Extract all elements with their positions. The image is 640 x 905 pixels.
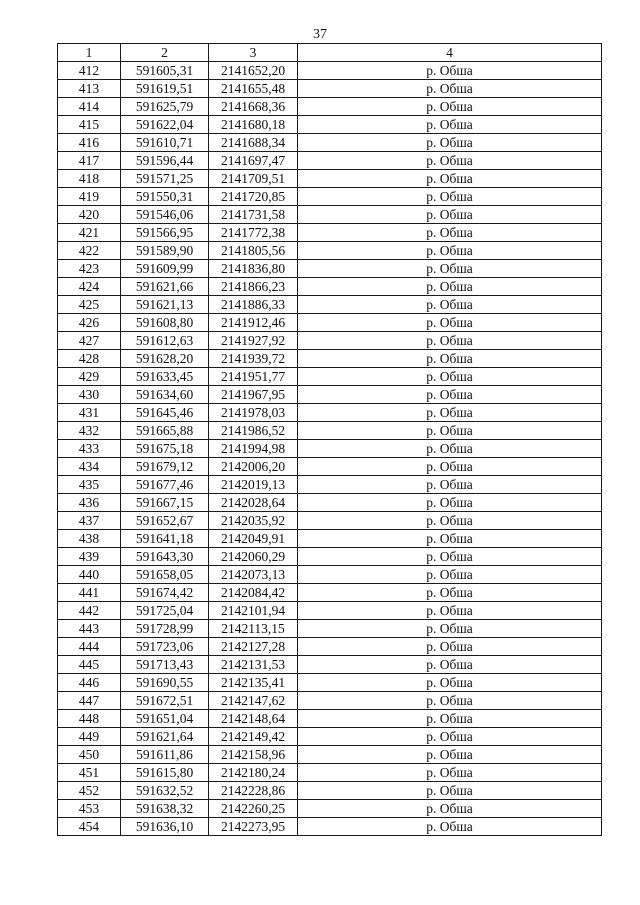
- x-coordinate-cell: 591638,32: [121, 800, 209, 818]
- table-row: [58, 764, 602, 782]
- description-cell: р. Обша: [298, 296, 602, 314]
- y-coordinate-cell: 2142273,95: [209, 818, 298, 836]
- table-row: [58, 530, 602, 548]
- point-number-cell: 421: [58, 224, 121, 242]
- y-coordinate-cell: 2142147,62: [209, 692, 298, 710]
- description-cell: р. Обша: [298, 332, 602, 350]
- table-row: [58, 458, 602, 476]
- table-row: [58, 422, 602, 440]
- point-number-cell: 431: [58, 404, 121, 422]
- x-coordinate-cell: 591667,15: [121, 494, 209, 512]
- description-cell: р. Обша: [298, 62, 602, 80]
- y-coordinate-cell: 2142113,15: [209, 620, 298, 638]
- description-cell: р. Обша: [298, 368, 602, 386]
- description-cell: р. Обша: [298, 692, 602, 710]
- point-number-cell: 430: [58, 386, 121, 404]
- description-cell: р. Обша: [298, 134, 602, 152]
- table-row: [58, 584, 602, 602]
- y-coordinate-cell: 2141652,20: [209, 62, 298, 80]
- x-coordinate-cell: 591611,86: [121, 746, 209, 764]
- table-row: [58, 800, 602, 818]
- y-coordinate-cell: 2141680,18: [209, 116, 298, 134]
- y-coordinate-cell: 2141709,51: [209, 170, 298, 188]
- table-header-row: [58, 44, 602, 62]
- point-number-cell: 417: [58, 152, 121, 170]
- description-cell: р. Обша: [298, 116, 602, 134]
- table-row: [58, 710, 602, 728]
- table-row: [58, 62, 602, 80]
- x-coordinate-cell: 591679,12: [121, 458, 209, 476]
- x-coordinate-cell: 591723,06: [121, 638, 209, 656]
- description-cell: р. Обша: [298, 260, 602, 278]
- x-coordinate-cell: 591641,18: [121, 530, 209, 548]
- point-number-cell: 423: [58, 260, 121, 278]
- x-coordinate-cell: 591621,64: [121, 728, 209, 746]
- y-coordinate-cell: 2141655,48: [209, 80, 298, 98]
- y-coordinate-cell: 2141688,34: [209, 134, 298, 152]
- table-row: [58, 620, 602, 638]
- description-cell: р. Обша: [298, 188, 602, 206]
- x-coordinate-cell: 591571,25: [121, 170, 209, 188]
- description-cell: р. Обша: [298, 728, 602, 746]
- x-coordinate-cell: 591550,31: [121, 188, 209, 206]
- point-number-cell: 440: [58, 566, 121, 584]
- table-row: [58, 548, 602, 566]
- table-row: [58, 692, 602, 710]
- x-coordinate-cell: 591636,10: [121, 818, 209, 836]
- x-coordinate-cell: 591546,06: [121, 206, 209, 224]
- point-number-cell: 449: [58, 728, 121, 746]
- y-coordinate-cell: 2141951,77: [209, 368, 298, 386]
- description-cell: р. Обша: [298, 152, 602, 170]
- x-coordinate-cell: 591628,20: [121, 350, 209, 368]
- description-cell: р. Обша: [298, 422, 602, 440]
- y-coordinate-cell: 2142006,20: [209, 458, 298, 476]
- point-number-cell: 438: [58, 530, 121, 548]
- point-number-cell: 435: [58, 476, 121, 494]
- y-coordinate-cell: 2141927,92: [209, 332, 298, 350]
- x-coordinate-cell: 591566,95: [121, 224, 209, 242]
- x-coordinate-cell: 591622,04: [121, 116, 209, 134]
- y-coordinate-cell: 2142101,94: [209, 602, 298, 620]
- point-number-cell: 420: [58, 206, 121, 224]
- table-row: [58, 134, 602, 152]
- x-coordinate-cell: 591645,46: [121, 404, 209, 422]
- point-number-cell: 412: [58, 62, 121, 80]
- point-number-cell: 445: [58, 656, 121, 674]
- point-number-cell: 441: [58, 584, 121, 602]
- column-header-1: 1: [58, 44, 121, 62]
- table-row: [58, 350, 602, 368]
- table-row: [58, 188, 602, 206]
- y-coordinate-cell: 2141866,23: [209, 278, 298, 296]
- y-coordinate-cell: 2142035,92: [209, 512, 298, 530]
- description-cell: р. Обша: [298, 656, 602, 674]
- point-number-cell: 450: [58, 746, 121, 764]
- point-number-cell: 439: [58, 548, 121, 566]
- x-coordinate-cell: 591672,51: [121, 692, 209, 710]
- table-row: [58, 170, 602, 188]
- x-coordinate-cell: 591677,46: [121, 476, 209, 494]
- y-coordinate-cell: 2142060,29: [209, 548, 298, 566]
- x-coordinate-cell: 591621,66: [121, 278, 209, 296]
- description-cell: р. Обша: [298, 80, 602, 98]
- x-coordinate-cell: 591728,99: [121, 620, 209, 638]
- y-coordinate-cell: 2142073,13: [209, 566, 298, 584]
- y-coordinate-cell: 2142131,53: [209, 656, 298, 674]
- x-coordinate-cell: 591652,67: [121, 512, 209, 530]
- y-coordinate-cell: 2141978,03: [209, 404, 298, 422]
- description-cell: р. Обша: [298, 674, 602, 692]
- table-row: [58, 674, 602, 692]
- table-row: [58, 404, 602, 422]
- y-coordinate-cell: 2141805,56: [209, 242, 298, 260]
- description-cell: р. Обша: [298, 242, 602, 260]
- y-coordinate-cell: 2141994,98: [209, 440, 298, 458]
- x-coordinate-cell: 591713,43: [121, 656, 209, 674]
- point-number-cell: 432: [58, 422, 121, 440]
- point-number-cell: 444: [58, 638, 121, 656]
- table-row: [58, 386, 602, 404]
- y-coordinate-cell: 2142149,42: [209, 728, 298, 746]
- y-coordinate-cell: 2141939,72: [209, 350, 298, 368]
- y-coordinate-cell: 2141836,80: [209, 260, 298, 278]
- x-coordinate-cell: 591632,52: [121, 782, 209, 800]
- y-coordinate-cell: 2142019,13: [209, 476, 298, 494]
- description-cell: р. Обша: [298, 440, 602, 458]
- table-row: [58, 116, 602, 134]
- y-coordinate-cell: 2142158,96: [209, 746, 298, 764]
- y-coordinate-cell: 2142135,41: [209, 674, 298, 692]
- point-number-cell: 452: [58, 782, 121, 800]
- point-number-cell: 443: [58, 620, 121, 638]
- y-coordinate-cell: 2142028,64: [209, 494, 298, 512]
- table-row: [58, 782, 602, 800]
- description-cell: р. Обша: [298, 818, 602, 836]
- table-row: [58, 98, 602, 116]
- table-row: [58, 566, 602, 584]
- point-number-cell: 442: [58, 602, 121, 620]
- description-cell: р. Обша: [298, 800, 602, 818]
- point-number-cell: 437: [58, 512, 121, 530]
- y-coordinate-cell: 2142084,42: [209, 584, 298, 602]
- table-row: [58, 818, 602, 836]
- x-coordinate-cell: 591589,90: [121, 242, 209, 260]
- table-row: [58, 512, 602, 530]
- description-cell: р. Обша: [298, 512, 602, 530]
- x-coordinate-cell: 591690,55: [121, 674, 209, 692]
- point-number-cell: 418: [58, 170, 121, 188]
- description-cell: р. Обша: [298, 458, 602, 476]
- y-coordinate-cell: 2142049,91: [209, 530, 298, 548]
- table-row: [58, 476, 602, 494]
- y-coordinate-cell: 2141668,36: [209, 98, 298, 116]
- table-row: [58, 602, 602, 620]
- x-coordinate-cell: 591610,71: [121, 134, 209, 152]
- x-coordinate-cell: 591643,30: [121, 548, 209, 566]
- table-row: [58, 80, 602, 98]
- table-row: [58, 260, 602, 278]
- description-cell: р. Обша: [298, 548, 602, 566]
- y-coordinate-cell: 2142228,86: [209, 782, 298, 800]
- description-cell: р. Обша: [298, 350, 602, 368]
- point-number-cell: 424: [58, 278, 121, 296]
- description-cell: р. Обша: [298, 710, 602, 728]
- y-coordinate-cell: 2141886,33: [209, 296, 298, 314]
- point-number-cell: 427: [58, 332, 121, 350]
- table-body: [58, 62, 602, 836]
- table-row: [58, 656, 602, 674]
- page-number: 37: [313, 27, 327, 42]
- x-coordinate-cell: 591633,45: [121, 368, 209, 386]
- y-coordinate-cell: 2142127,28: [209, 638, 298, 656]
- description-cell: р. Обша: [298, 170, 602, 188]
- table-row: [58, 206, 602, 224]
- x-coordinate-cell: 591634,60: [121, 386, 209, 404]
- y-coordinate-cell: 2142148,64: [209, 710, 298, 728]
- description-cell: р. Обша: [298, 584, 602, 602]
- x-coordinate-cell: 591621,13: [121, 296, 209, 314]
- point-number-cell: 425: [58, 296, 121, 314]
- x-coordinate-cell: 591609,99: [121, 260, 209, 278]
- description-cell: р. Обша: [298, 314, 602, 332]
- x-coordinate-cell: 591608,80: [121, 314, 209, 332]
- description-cell: р. Обша: [298, 638, 602, 656]
- table-row: [58, 314, 602, 332]
- table-row: [58, 332, 602, 350]
- description-cell: р. Обша: [298, 224, 602, 242]
- point-number-cell: 414: [58, 98, 121, 116]
- y-coordinate-cell: 2141986,52: [209, 422, 298, 440]
- y-coordinate-cell: 2141697,47: [209, 152, 298, 170]
- x-coordinate-cell: 591619,51: [121, 80, 209, 98]
- table-row: [58, 242, 602, 260]
- x-coordinate-cell: 591675,18: [121, 440, 209, 458]
- point-number-cell: 448: [58, 710, 121, 728]
- point-number-cell: 415: [58, 116, 121, 134]
- description-cell: р. Обша: [298, 98, 602, 116]
- point-number-cell: 454: [58, 818, 121, 836]
- table-row: [58, 728, 602, 746]
- description-cell: р. Обша: [298, 782, 602, 800]
- description-cell: р. Обша: [298, 746, 602, 764]
- point-number-cell: 451: [58, 764, 121, 782]
- point-number-cell: 419: [58, 188, 121, 206]
- point-number-cell: 422: [58, 242, 121, 260]
- x-coordinate-cell: 591596,44: [121, 152, 209, 170]
- description-cell: р. Обша: [298, 566, 602, 584]
- description-cell: р. Обша: [298, 530, 602, 548]
- point-number-cell: 453: [58, 800, 121, 818]
- table-row: [58, 296, 602, 314]
- description-cell: р. Обша: [298, 494, 602, 512]
- y-coordinate-cell: 2141731,58: [209, 206, 298, 224]
- y-coordinate-cell: 2141912,46: [209, 314, 298, 332]
- table-row: [58, 368, 602, 386]
- x-coordinate-cell: 591612,63: [121, 332, 209, 350]
- table-row: [58, 224, 602, 242]
- y-coordinate-cell: 2142180,24: [209, 764, 298, 782]
- x-coordinate-cell: 591615,80: [121, 764, 209, 782]
- description-cell: р. Обша: [298, 278, 602, 296]
- column-header-3: 3: [209, 44, 298, 62]
- column-header-2: 2: [121, 44, 209, 62]
- y-coordinate-cell: 2141772,38: [209, 224, 298, 242]
- y-coordinate-cell: 2142260,25: [209, 800, 298, 818]
- description-cell: р. Обша: [298, 206, 602, 224]
- description-cell: р. Обша: [298, 620, 602, 638]
- x-coordinate-cell: 591625,79: [121, 98, 209, 116]
- x-coordinate-cell: 591674,42: [121, 584, 209, 602]
- table-row: [58, 152, 602, 170]
- point-number-cell: 426: [58, 314, 121, 332]
- table-row: [58, 638, 602, 656]
- table-row: [58, 746, 602, 764]
- table-row: [58, 440, 602, 458]
- description-cell: р. Обша: [298, 386, 602, 404]
- column-header-4: 4: [298, 44, 602, 62]
- point-number-cell: 429: [58, 368, 121, 386]
- point-number-cell: 433: [58, 440, 121, 458]
- table-row: [58, 494, 602, 512]
- description-cell: р. Обша: [298, 602, 602, 620]
- x-coordinate-cell: 591665,88: [121, 422, 209, 440]
- point-number-cell: 413: [58, 80, 121, 98]
- table-row: [58, 278, 602, 296]
- y-coordinate-cell: 2141967,95: [209, 386, 298, 404]
- description-cell: р. Обша: [298, 476, 602, 494]
- point-number-cell: 428: [58, 350, 121, 368]
- point-number-cell: 434: [58, 458, 121, 476]
- point-number-cell: 416: [58, 134, 121, 152]
- coordinates-table: [57, 43, 602, 836]
- point-number-cell: 447: [58, 692, 121, 710]
- x-coordinate-cell: 591605,31: [121, 62, 209, 80]
- y-coordinate-cell: 2141720,85: [209, 188, 298, 206]
- point-number-cell: 436: [58, 494, 121, 512]
- description-cell: р. Обша: [298, 404, 602, 422]
- description-cell: р. Обша: [298, 764, 602, 782]
- x-coordinate-cell: 591651,04: [121, 710, 209, 728]
- x-coordinate-cell: 591725,04: [121, 602, 209, 620]
- point-number-cell: 446: [58, 674, 121, 692]
- x-coordinate-cell: 591658,05: [121, 566, 209, 584]
